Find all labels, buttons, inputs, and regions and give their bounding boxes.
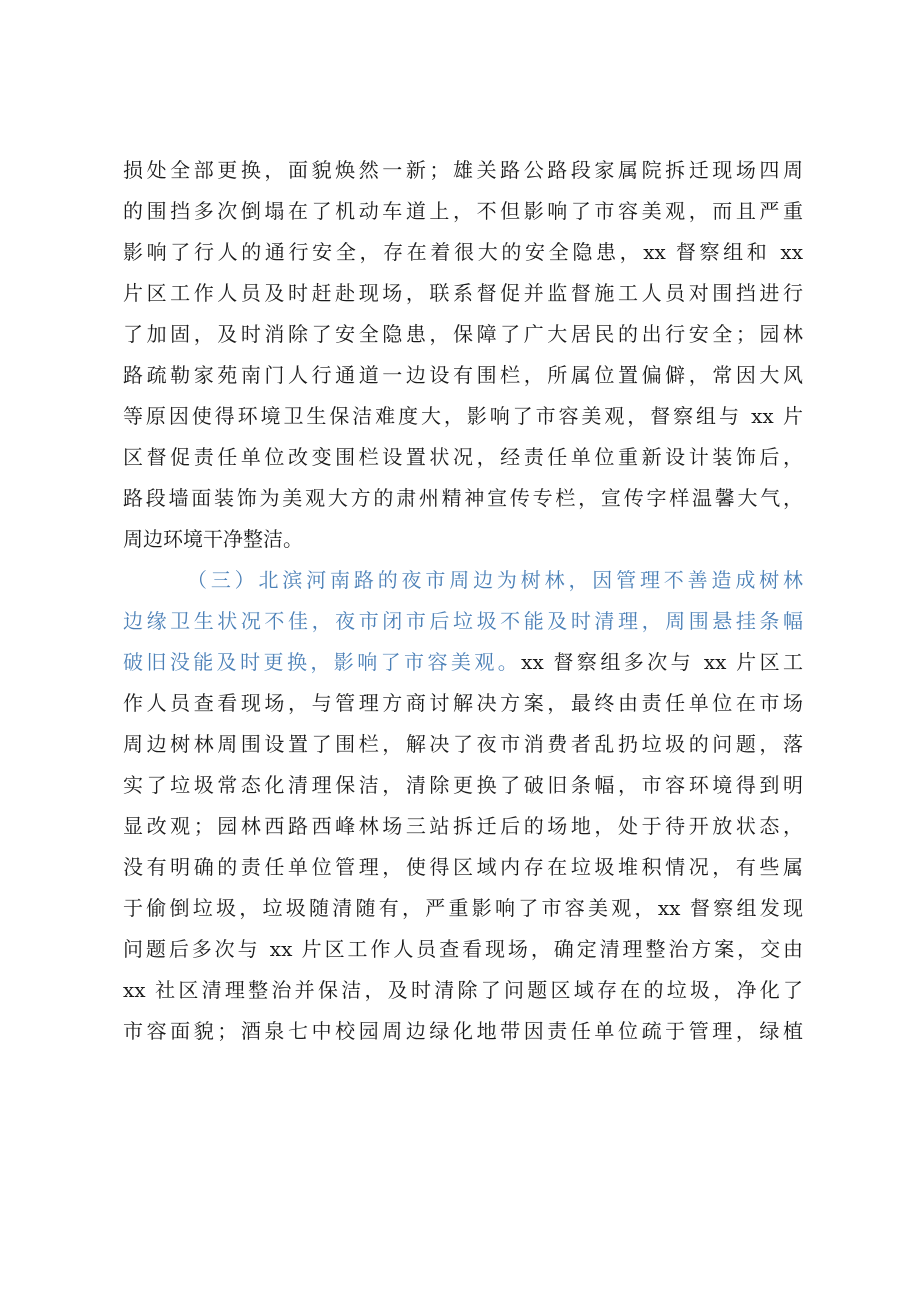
paragraph-text: xx 督察组多次与 xx 片区工 <box>521 650 803 674</box>
paragraph-line: 显改观；园林西路西峰林场三站拆迁后的场地，处于待开放状态， <box>123 814 803 838</box>
paragraph-line: 没有明确的责任单位管理，使得区域内存在垃圾堆积情况，有些属 <box>123 855 803 879</box>
paragraph-line: 作人员查看现场，与管理方商讨解决方案，最终由责任单位在市场 <box>123 691 803 715</box>
paragraph-line: 周边树林周围设置了围栏，解决了夜市消费者乱扔垃圾的问题，落 <box>123 732 803 756</box>
paragraph-line: 了加固，及时消除了安全隐患，保障了广大居民的出行安全；园林 <box>123 322 803 346</box>
paragraph-line: 的围挡多次倒塌在了机动车道上，不但影响了市容美观，而且严重 <box>123 199 803 223</box>
section-heading-line <box>123 560 803 601</box>
paragraph-line: 影响了行人的通行安全，存在着很大的安全隐患，xx 督察组和 xx <box>123 240 803 264</box>
paragraph-line: 区督促责任单位改变围栏设置状况，经责任单位重新设计装饰后， <box>123 445 803 469</box>
paragraph-line: xx 社区清理整治并保洁，及时清除了问题区域存在的垃圾，净化了 <box>123 978 803 1002</box>
paragraph-2 <box>123 560 803 1052</box>
paragraph-line: 问题后多次与 xx 片区工作人员查看现场，确定清理整治方案，交由 <box>123 937 803 961</box>
paragraph-1 <box>123 150 803 560</box>
document-body <box>123 150 803 1052</box>
paragraph-line: 实了垃圾常态化清理保洁，清除更换了破旧条幅，市容环境得到明 <box>123 773 803 797</box>
paragraph-line: 片区工作人员及时赶赴现场，联系督促并监督施工人员对围挡进行 <box>123 281 803 305</box>
paragraph-line: 损处全部更换，面貌焕然一新；雄关路公路段家属院拆迁现场四周 <box>123 158 803 182</box>
section-heading-line <box>123 601 803 642</box>
paragraph-line: 周边环境干净整洁。 <box>123 527 303 551</box>
section-heading-text: 破旧没能及时更换，影响了市容美观。 <box>123 650 522 674</box>
section-heading-line <box>123 642 803 683</box>
paragraph-line: 路疏勒家苑南门人行通道一边设有围栏，所属位置偏僻，常因大风 <box>123 363 803 387</box>
section-heading-text: （三）北滨河南路的夜市周边为树林，因管理不善造成树林 <box>187 568 803 592</box>
section-heading-text: 边缘卫生状况不佳，夜市闭市后垃圾不能及时清理，周围悬挂条幅 <box>123 609 803 633</box>
paragraph-line: 等原因使得环境卫生保洁难度大，影响了市容美观，督察组与 xx 片 <box>123 404 803 428</box>
paragraph-line: 路段墙面装饰为美观大方的肃州精神宣传专栏，宣传字样温馨大气， <box>123 486 803 510</box>
paragraph-line: 市容面貌；酒泉七中校园周边绿化地带因责任单位疏于管理，绿植 <box>123 1019 803 1043</box>
paragraph-line: 于偷倒垃圾，垃圾随清随有，严重影响了市容美观，xx 督察组发现 <box>123 896 803 920</box>
